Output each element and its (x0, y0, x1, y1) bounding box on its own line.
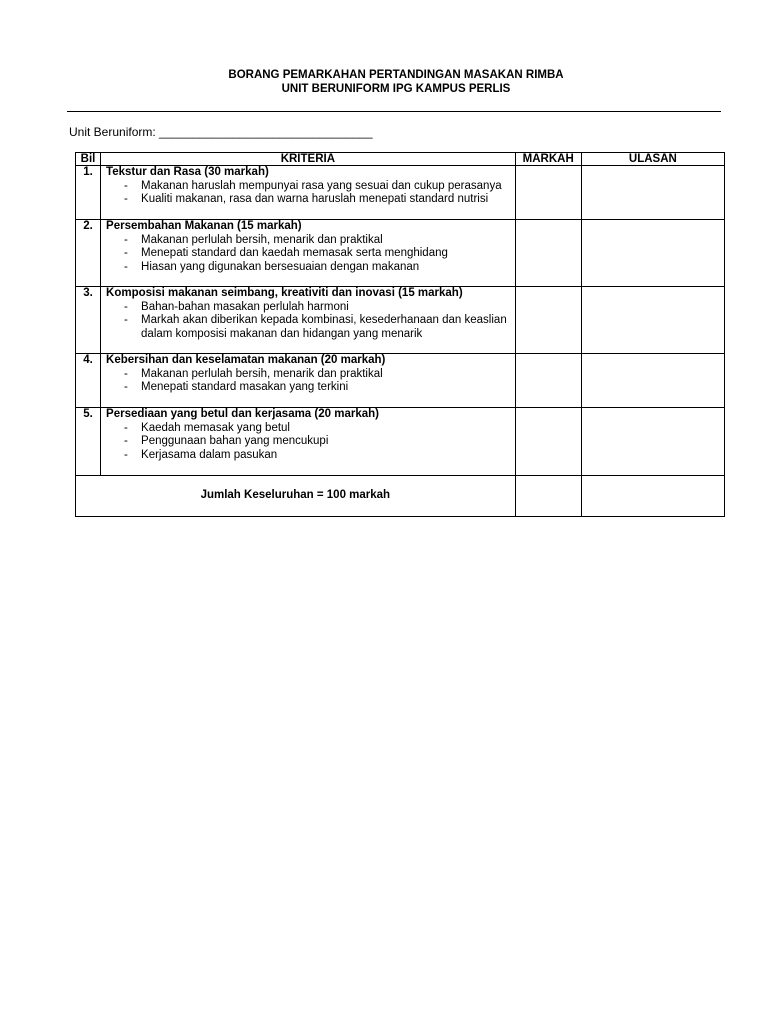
criteria-cell (101, 166, 516, 220)
ulasan-input-cell[interactable] (581, 287, 724, 354)
row-number: 5. (76, 408, 101, 476)
header-divider (67, 111, 721, 112)
form-title-line-2: UNIT BERUNIFORM IPG KAMPUS PERLIS (281, 83, 511, 95)
ulasan-input-cell[interactable] (581, 220, 724, 287)
form-title-line-1: BORANG PEMARKAHAN PERTANDINGAN MASAKAN RIMBA (228, 69, 564, 81)
markah-input-cell[interactable] (515, 287, 581, 354)
criteria-title: Tekstur dan Rasa (30 markah) (106, 166, 269, 178)
criteria-point: - Bahan-bahan masakan perlulah harmoni (124, 300, 349, 313)
markah-input-cell[interactable] (515, 354, 581, 408)
criteria-title: Persediaan yang betul dan kerjasama (20 markah) (106, 408, 379, 420)
criteria-point: - Hiasan yang digunakan bersesuaian dengan makanan (124, 260, 420, 273)
criteria-point: - Makanan perlulah bersih, menarik dan praktikal (124, 233, 383, 246)
ulasan-input-cell[interactable] (581, 354, 724, 408)
ulasan-input-cell[interactable] (581, 166, 724, 220)
markah-input-cell[interactable] (515, 166, 581, 220)
table-row (76, 166, 725, 220)
table-row (76, 408, 725, 476)
criteria-point: - Markah akan diberikan kepada kombinasi, kesederhanaan dan keaslian dalam komposisi makanan dan hidangan yang menarik (124, 314, 507, 340)
criteria-point: - Makanan haruslah mempunyai rasa yang sesuai dan cukup perasanya (124, 179, 502, 192)
total-row (76, 476, 725, 517)
ulasan-input-cell[interactable] (581, 408, 724, 476)
unit-beruniform-field[interactable]: Unit Beruniform: ________________________________ (69, 125, 373, 139)
row-number: 2. (76, 220, 101, 287)
row-number: 3. (76, 287, 101, 354)
criteria-point: - Makanan perlulah bersih, menarik dan praktikal (124, 367, 383, 380)
table-row (76, 354, 725, 408)
criteria-point: - Menepati standard dan kaedah memasak serta menghidang (124, 247, 448, 259)
criteria-point: - Kaedah memasak yang betul (124, 421, 290, 434)
criteria-point: - Kerjasama dalam pasukan (124, 448, 278, 461)
criteria-title: Kebersihan dan keselamatan makanan (20 markah) (106, 354, 386, 366)
criteria-point: - Kualiti makanan, rasa dan warna haruslah menepati standard nutrisi (124, 193, 489, 205)
total-ulasan-cell[interactable] (581, 476, 724, 517)
criteria-cell (101, 287, 516, 354)
form-title (0, 68, 768, 96)
header-kriteria: KRITERIA (101, 153, 516, 166)
header-markah: MARKAH (515, 153, 581, 166)
table-header-row (76, 153, 725, 166)
criteria-cell (101, 354, 516, 408)
header-ulasan: ULASAN (581, 153, 724, 166)
markah-input-cell[interactable] (515, 220, 581, 287)
criteria-title: Persembahan Makanan (15 markah) (106, 220, 302, 232)
markah-input-cell[interactable] (515, 408, 581, 476)
criteria-point: - Menepati standard masakan yang terkini (124, 381, 349, 393)
criteria-cell (101, 408, 516, 476)
criteria-point: - Penggunaan bahan yang mencukupi (124, 435, 329, 447)
table-row (76, 220, 725, 287)
criteria-title: Komposisi makanan seimbang, kreativiti dan inovasi (15 markah) (106, 287, 463, 299)
row-number: 1. (76, 166, 101, 220)
row-number: 4. (76, 354, 101, 408)
criteria-cell (101, 220, 516, 287)
table-row (76, 287, 725, 354)
total-markah-cell[interactable] (515, 476, 581, 517)
scoring-table (75, 152, 725, 517)
header-bil: Bil (76, 153, 101, 166)
total-label: Jumlah Keseluruhan = 100 markah (76, 476, 516, 517)
